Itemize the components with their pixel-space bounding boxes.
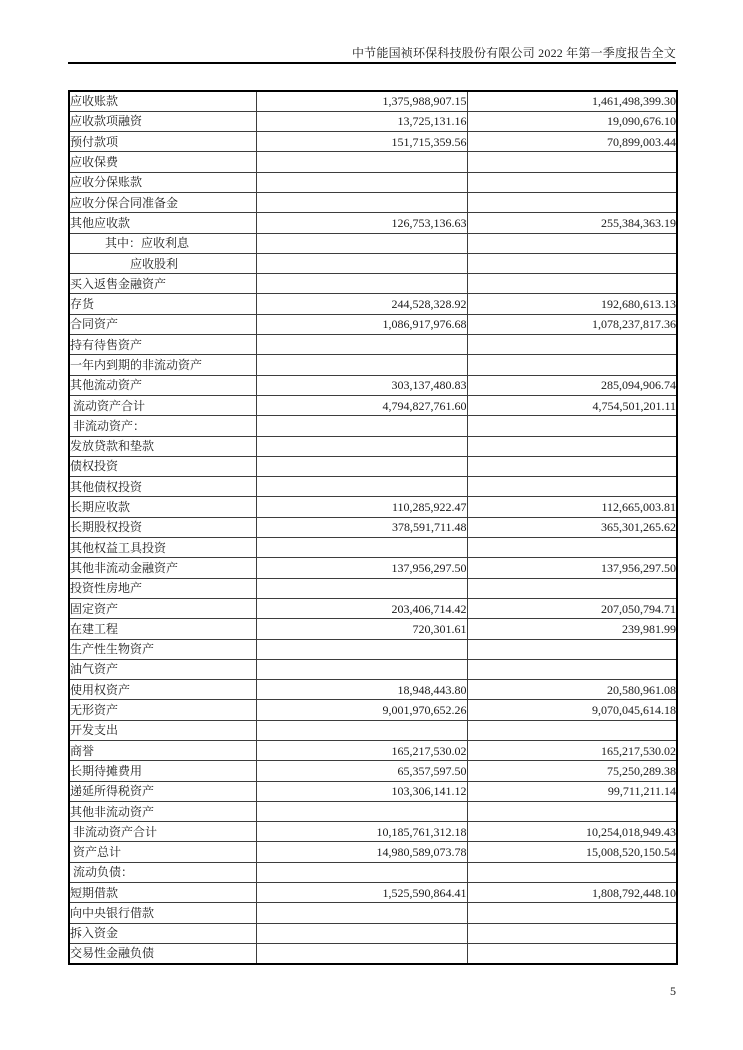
- row-label: 流动资产合计: [69, 395, 256, 415]
- table-row: [69, 903, 677, 923]
- row-label: 应收款项融资: [69, 111, 256, 131]
- value-period-begin: 75,250,289.38: [467, 761, 677, 781]
- table-row: [69, 395, 677, 415]
- table-row: [69, 497, 677, 517]
- table-row: [69, 923, 677, 943]
- value-period-begin: [467, 355, 677, 375]
- value-period-end: 9,001,970,652.26: [256, 700, 467, 720]
- table-row: [69, 192, 677, 212]
- value-period-begin: [467, 416, 677, 436]
- value-period-end: 14,980,589,073.78: [256, 842, 467, 862]
- value-period-begin: [467, 233, 677, 253]
- row-label: 无形资产: [69, 700, 256, 720]
- row-label: 其他非流动金融资产: [69, 558, 256, 578]
- row-label: 短期借款: [69, 883, 256, 903]
- value-period-begin: [467, 801, 677, 821]
- table-row: [69, 335, 677, 355]
- value-period-begin: [467, 456, 677, 476]
- row-label: 非流动资产合计: [69, 822, 256, 842]
- value-period-end: 378,591,711.48: [256, 517, 467, 537]
- value-period-begin: 1,808,792,448.10: [467, 883, 677, 903]
- value-period-end: [256, 335, 467, 355]
- value-period-begin: [467, 477, 677, 497]
- row-label: 应收分保合同准备金: [69, 192, 256, 212]
- value-period-end: [256, 862, 467, 882]
- row-label: 开发支出: [69, 720, 256, 740]
- row-label: 持有待售资产: [69, 335, 256, 355]
- value-period-end: 126,753,136.63: [256, 213, 467, 233]
- value-period-end: 1,086,917,976.68: [256, 314, 467, 334]
- table-row: [69, 619, 677, 639]
- value-period-begin: 137,956,297.50: [467, 558, 677, 578]
- row-label: 其他权益工具投资: [69, 538, 256, 558]
- row-label: 拆入资金: [69, 923, 256, 943]
- value-period-end: 1,525,590,864.41: [256, 883, 467, 903]
- table-row: [69, 781, 677, 801]
- row-label: 发放贷款和垫款: [69, 436, 256, 456]
- value-period-begin: 20,580,961.08: [467, 680, 677, 700]
- value-period-begin: 285,094,906.74: [467, 375, 677, 395]
- table-row: [69, 639, 677, 659]
- row-label: 应收股利: [69, 253, 256, 273]
- row-label: 长期股权投资: [69, 517, 256, 537]
- value-period-end: [256, 639, 467, 659]
- value-period-begin: 207,050,794.71: [467, 598, 677, 618]
- page-number: 5: [670, 984, 676, 998]
- value-period-end: [256, 801, 467, 821]
- value-period-end: 165,217,530.02: [256, 741, 467, 761]
- value-period-begin: [467, 639, 677, 659]
- balance-sheet-body: [69, 91, 677, 964]
- table-row: [69, 862, 677, 882]
- value-period-end: 110,285,922.47: [256, 497, 467, 517]
- table-row: [69, 132, 677, 152]
- row-label: 应收保费: [69, 152, 256, 172]
- value-period-end: [256, 720, 467, 740]
- table-row: [69, 233, 677, 253]
- row-label: 生产性生物资产: [69, 639, 256, 659]
- value-period-begin: 165,217,530.02: [467, 741, 677, 761]
- table-row: [69, 294, 677, 314]
- table-row: [69, 822, 677, 842]
- row-label: 合同资产: [69, 314, 256, 334]
- table-row: [69, 680, 677, 700]
- value-period-end: [256, 943, 467, 963]
- value-period-end: [256, 192, 467, 212]
- value-period-end: [256, 436, 467, 456]
- value-period-end: [256, 172, 467, 192]
- value-period-end: 303,137,480.83: [256, 375, 467, 395]
- value-period-begin: 9,070,045,614.18: [467, 700, 677, 720]
- table-row: [69, 355, 677, 375]
- row-label: 买入返售金融资产: [69, 274, 256, 294]
- table-row: [69, 842, 677, 862]
- value-period-end: [256, 903, 467, 923]
- value-period-end: [256, 659, 467, 679]
- value-period-end: [256, 233, 467, 253]
- value-period-begin: 99,711,211.14: [467, 781, 677, 801]
- value-period-end: [256, 274, 467, 294]
- value-period-begin: [467, 335, 677, 355]
- table-row: [69, 517, 677, 537]
- value-period-begin: [467, 274, 677, 294]
- value-period-begin: [467, 578, 677, 598]
- table-row: [69, 375, 677, 395]
- row-label: 其他非流动资产: [69, 801, 256, 821]
- row-label: 投资性房地产: [69, 578, 256, 598]
- row-label: 固定资产: [69, 598, 256, 618]
- value-period-end: 103,306,141.12: [256, 781, 467, 801]
- value-period-begin: 19,090,676.10: [467, 111, 677, 131]
- table-row: [69, 943, 677, 963]
- value-period-begin: [467, 862, 677, 882]
- table-row: [69, 253, 677, 273]
- value-period-end: 1,375,988,907.15: [256, 91, 467, 111]
- table-row: [69, 152, 677, 172]
- row-label: 其他债权投资: [69, 477, 256, 497]
- table-row: [69, 456, 677, 476]
- table-row: [69, 741, 677, 761]
- value-period-end: 203,406,714.42: [256, 598, 467, 618]
- value-period-begin: 112,665,003.81: [467, 497, 677, 517]
- row-label: 油气资产: [69, 659, 256, 679]
- row-label: 长期待摊费用: [69, 761, 256, 781]
- header-rule: [68, 62, 676, 64]
- value-period-begin: [467, 903, 677, 923]
- balance-sheet-table: [68, 90, 678, 965]
- value-period-begin: 70,899,003.44: [467, 132, 677, 152]
- value-period-begin: 255,384,363.19: [467, 213, 677, 233]
- value-period-end: [256, 416, 467, 436]
- table-row: [69, 801, 677, 821]
- row-label: 向中央银行借款: [69, 903, 256, 923]
- table-row: [69, 416, 677, 436]
- value-period-end: [256, 923, 467, 943]
- value-period-begin: 15,008,520,150.54: [467, 842, 677, 862]
- value-period-end: [256, 538, 467, 558]
- row-label: 其中：应收利息: [69, 233, 256, 253]
- table-row: [69, 172, 677, 192]
- value-period-end: [256, 253, 467, 273]
- value-period-end: 151,715,359.56: [256, 132, 467, 152]
- row-label: 流动负债：: [69, 862, 256, 882]
- value-period-begin: [467, 943, 677, 963]
- row-label: 应收分保账款: [69, 172, 256, 192]
- value-period-end: 65,357,597.50: [256, 761, 467, 781]
- value-period-end: 4,794,827,761.60: [256, 395, 467, 415]
- value-period-end: [256, 477, 467, 497]
- row-label: 其他应收款: [69, 213, 256, 233]
- table-row: [69, 558, 677, 578]
- value-period-begin: [467, 436, 677, 456]
- value-period-begin: 365,301,265.62: [467, 517, 677, 537]
- table-row: [69, 111, 677, 131]
- table-row: [69, 700, 677, 720]
- value-period-begin: [467, 923, 677, 943]
- value-period-end: [256, 355, 467, 375]
- table-row: [69, 91, 677, 111]
- table-row: [69, 761, 677, 781]
- value-period-end: 137,956,297.50: [256, 558, 467, 578]
- value-period-begin: 239,981.99: [467, 619, 677, 639]
- row-label: 其他流动资产: [69, 375, 256, 395]
- table-row: [69, 720, 677, 740]
- value-period-begin: 1,078,237,817.36: [467, 314, 677, 334]
- value-period-begin: [467, 538, 677, 558]
- table-row: [69, 883, 677, 903]
- value-period-end: 10,185,761,312.18: [256, 822, 467, 842]
- value-period-end: [256, 152, 467, 172]
- table-row: [69, 213, 677, 233]
- table-row: [69, 477, 677, 497]
- table-row: [69, 538, 677, 558]
- row-label: 存货: [69, 294, 256, 314]
- value-period-end: 720,301.61: [256, 619, 467, 639]
- value-period-begin: [467, 192, 677, 212]
- row-label: 交易性金融负债: [69, 943, 256, 963]
- row-label: 递延所得税资产: [69, 781, 256, 801]
- value-period-begin: [467, 152, 677, 172]
- row-label: 非流动资产：: [69, 416, 256, 436]
- table-row: [69, 578, 677, 598]
- value-period-begin: 192,680,613.13: [467, 294, 677, 314]
- row-label: 预付款项: [69, 132, 256, 152]
- value-period-begin: 4,754,501,201.11: [467, 395, 677, 415]
- value-period-begin: [467, 172, 677, 192]
- table-row: [69, 598, 677, 618]
- row-label: 使用权资产: [69, 680, 256, 700]
- value-period-begin: 10,254,018,949.43: [467, 822, 677, 842]
- table-row: [69, 314, 677, 334]
- value-period-begin: 1,461,498,399.30: [467, 91, 677, 111]
- value-period-end: 18,948,443.80: [256, 680, 467, 700]
- row-label: 一年内到期的非流动资产: [69, 355, 256, 375]
- table-row: [69, 659, 677, 679]
- row-label: 资产总计: [69, 842, 256, 862]
- table-row: [69, 436, 677, 456]
- value-period-end: 13,725,131.16: [256, 111, 467, 131]
- report-header-title: 中节能国祯环保科技股份有限公司 2022 年第一季度报告全文: [351, 46, 676, 60]
- value-period-end: [256, 456, 467, 476]
- row-label: 长期应收款: [69, 497, 256, 517]
- value-period-begin: [467, 720, 677, 740]
- value-period-end: 244,528,328.92: [256, 294, 467, 314]
- value-period-begin: [467, 659, 677, 679]
- value-period-begin: [467, 253, 677, 273]
- row-label: 债权投资: [69, 456, 256, 476]
- value-period-end: [256, 578, 467, 598]
- row-label: 应收账款: [69, 91, 256, 111]
- row-label: 商誉: [69, 741, 256, 761]
- row-label: 在建工程: [69, 619, 256, 639]
- table-row: [69, 274, 677, 294]
